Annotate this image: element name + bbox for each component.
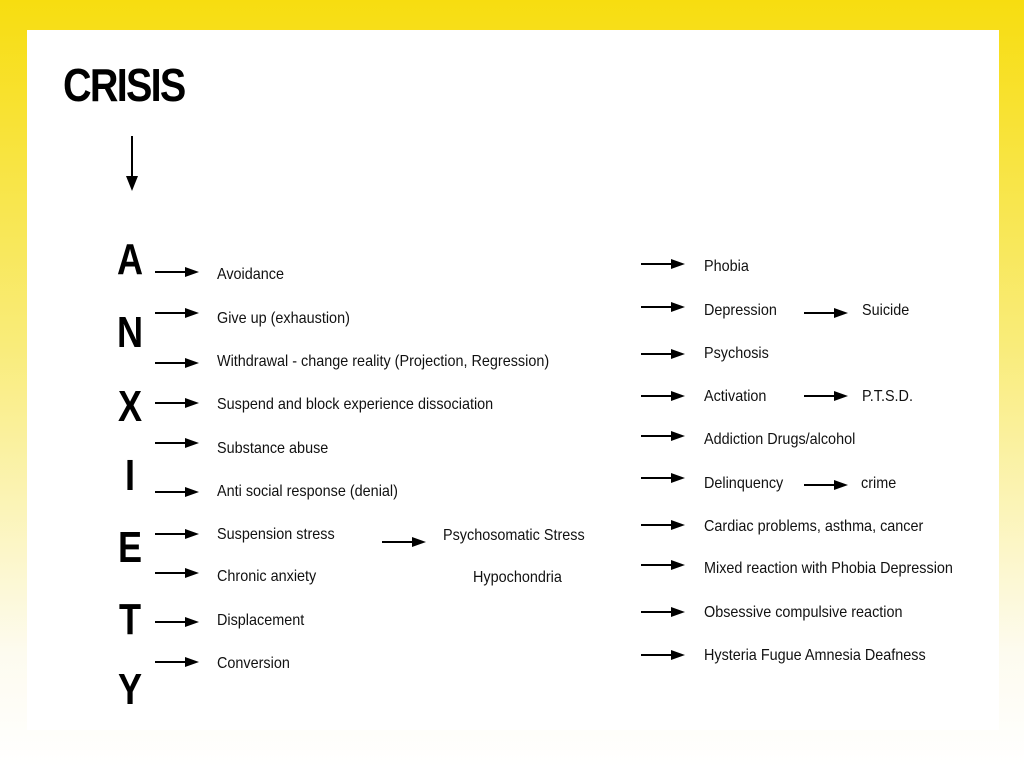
acrostic-letter-t: T (118, 595, 142, 644)
left-item-chronic-anxiety: Chronic anxiety (217, 568, 317, 585)
slide-canvas (27, 30, 999, 730)
right-item-mixed-reaction: Mixed reaction with Phobia Depression (704, 560, 953, 577)
arrow-right-icon (155, 267, 199, 277)
arrow-right-icon (155, 568, 199, 578)
arrow-right-icon (804, 308, 848, 318)
arrow-right-icon (641, 302, 685, 312)
left-item-anti-social: Anti social response (denial) (217, 483, 398, 500)
right-item-delinquency: Delinquency (704, 475, 784, 492)
right-item-hysteria: Hysteria Fugue Amnesia Deafness (704, 647, 926, 664)
acrostic-letter-n: N (116, 308, 144, 357)
arrow-right-icon (155, 308, 199, 318)
arrow-right-icon (155, 529, 199, 539)
arrow-right-icon (641, 650, 685, 660)
left-item-give-up: Give up (exhaustion) (217, 310, 350, 327)
arrow-right-icon (382, 537, 426, 547)
acrostic-letter-y: Y (117, 665, 143, 714)
suicide-label: Suicide (862, 302, 910, 319)
arrow-right-icon (641, 259, 685, 269)
psychosomatic-stress-label: Psychosomatic Stress (443, 527, 585, 544)
arrow-right-icon (641, 391, 685, 401)
acrostic-letter-x: X (117, 382, 143, 431)
arrow-right-icon (804, 391, 848, 401)
acrostic-letter-i: I (124, 451, 136, 500)
arrow-right-icon (155, 487, 199, 497)
right-item-cardiac: Cardiac problems, asthma, cancer (704, 518, 924, 535)
right-item-depression: Depression (704, 302, 777, 319)
arrow-right-icon (641, 560, 685, 570)
down-arrow-icon (124, 136, 140, 192)
arrow-right-icon (155, 358, 199, 368)
right-item-activation: Activation (704, 388, 767, 405)
left-item-withdrawal: Withdrawal - change reality (Projection, Regression) (217, 353, 550, 370)
acrostic-letter-e: E (117, 523, 143, 572)
arrow-right-icon (641, 349, 685, 359)
diagram-title: CRISIS (63, 59, 185, 111)
arrow-right-icon (804, 480, 848, 490)
left-item-suspend-block: Suspend and block experience dissociation (217, 396, 494, 413)
right-item-psychosis: Psychosis (704, 345, 769, 362)
right-item-addiction: Addiction Drugs/alcohol (704, 431, 856, 448)
arrow-right-icon (641, 431, 685, 441)
crime-label: crime (861, 475, 897, 492)
arrow-right-icon (155, 398, 199, 408)
acrostic-letter-a: A (116, 235, 144, 284)
arrow-right-icon (155, 617, 199, 627)
right-item-phobia: Phobia (704, 258, 749, 275)
left-item-displacement: Displacement (217, 612, 305, 629)
arrow-right-icon (641, 520, 685, 530)
left-item-avoidance: Avoidance (217, 266, 284, 283)
left-item-suspension-stress: Suspension stress (217, 526, 335, 543)
left-item-substance-abuse: Substance abuse (217, 440, 329, 457)
arrow-right-icon (641, 473, 685, 483)
arrow-right-icon (155, 657, 199, 667)
hypochondria-label: Hypochondria (473, 569, 562, 586)
right-item-obsessive: Obsessive compulsive reaction (704, 604, 903, 621)
arrow-right-icon (155, 438, 199, 448)
left-item-conversion: Conversion (217, 655, 290, 672)
ptsd-label: P.T.S.D. (862, 388, 913, 405)
arrow-right-icon (641, 607, 685, 617)
